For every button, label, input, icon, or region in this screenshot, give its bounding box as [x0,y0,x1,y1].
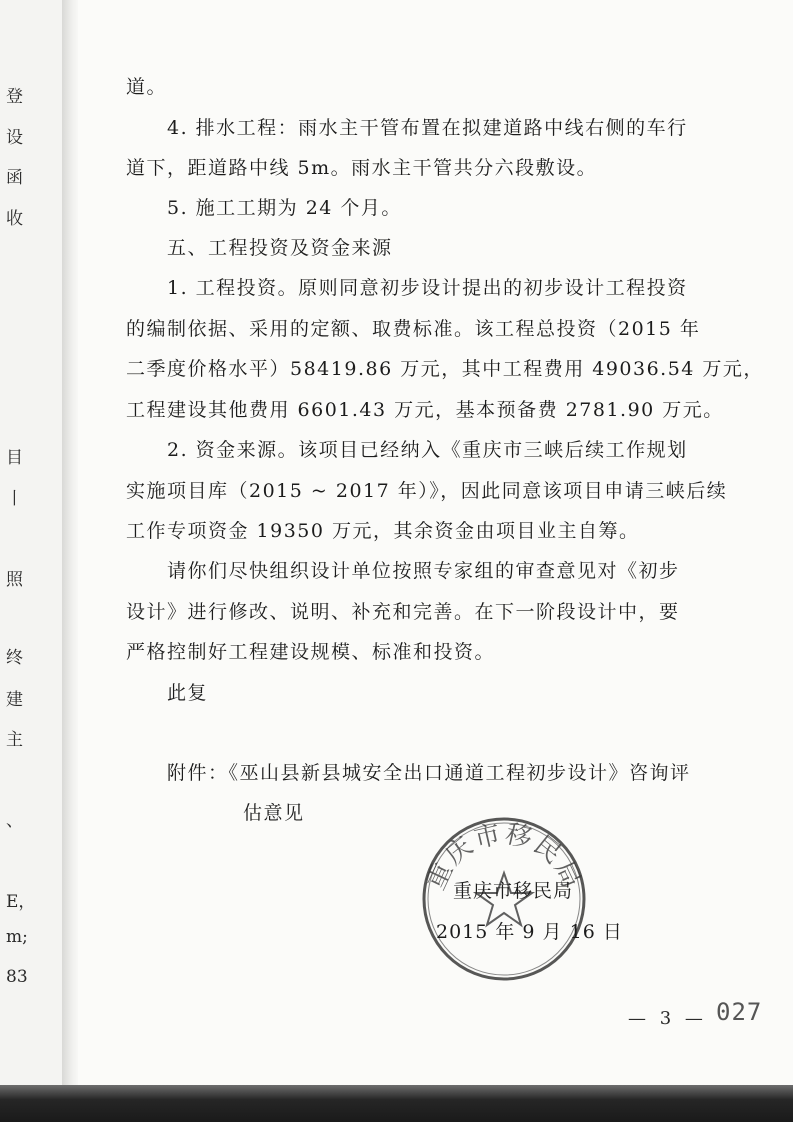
bleed-char: 丨 [6,489,23,509]
scan-bottom-edge [0,1085,793,1122]
body-line: 工程建设其他费用 6601.43 万元，基本预备费 2781.90 万元。 [126,399,724,421]
closing-phrase: 此复 [167,682,209,704]
body-line: 道。 [126,76,168,98]
body-line: 工作专项资金 19350 万元，其余资金由项目业主自筹。 [126,520,640,542]
attachment-line: 估意见 [243,802,305,824]
bleed-char: m; [6,927,28,947]
body-line: 2. 资金来源。该项目已经纳入《重庆市三峡后续工作规划 [167,439,688,461]
body-line: 5. 施工工期为 24 个月。 [167,197,402,219]
bleed-char: 、 [6,811,23,831]
body-line: 请你们尽快组织设计单位按照专家组的审查意见对《初步 [167,560,680,582]
section-heading: 五、工程投资及资金来源 [167,237,393,259]
seal-arc-text: 重庆市移民局 [421,819,587,895]
body-line: 实施项目库（2015 ~ 2017 年）》，因此同意该项目申请三峡后续 [126,480,728,502]
bleed-char: 目 [6,448,23,468]
bleed-char: 83 [6,967,28,987]
bleed-char: 登 [6,87,23,107]
body-line: 4. 排水工程：雨水主干管布置在拟建道路中线右侧的车行 [167,117,688,139]
bleed-char: E， [6,892,36,912]
bleed-char: 收 [6,209,23,229]
issue-date: 2015 年 9 月 16 日 [436,921,623,943]
issuer-name: 重庆市移民局 [453,880,574,902]
bleed-char: 照 [6,570,23,590]
body-line: 设计》进行修改、说明、补充和完善。在下一阶段设计中，要 [126,601,680,623]
body-line: 的编制依据、采用的定额、取费标准。该工程总投资（2015 年 [126,318,701,340]
body-line: 严格控制好工程建设规模、标准和投资。 [126,641,496,663]
bleed-char: 终 [6,648,23,668]
body-line: 二季度价格水平）58419.86 万元，其中工程费用 49036.54 万元， [126,358,764,380]
bleed-char: 主 [6,730,23,750]
serial-number: 027 [716,998,763,1026]
bleed-char: 设 [6,128,23,148]
page-number: — 3 — [628,1008,707,1029]
body-line: 道下，距道路中线 5m。雨水主干管共分六段敷设。 [126,157,598,179]
attachment-line: 附件：《巫山县新县城安全出口通道工程初步设计》咨询评 [167,762,691,784]
bleed-char: 建 [6,690,23,710]
body-line: 1. 工程投资。原则同意初步设计提出的初步设计工程投资 [167,277,688,299]
bleed-char: 函 [6,168,23,188]
